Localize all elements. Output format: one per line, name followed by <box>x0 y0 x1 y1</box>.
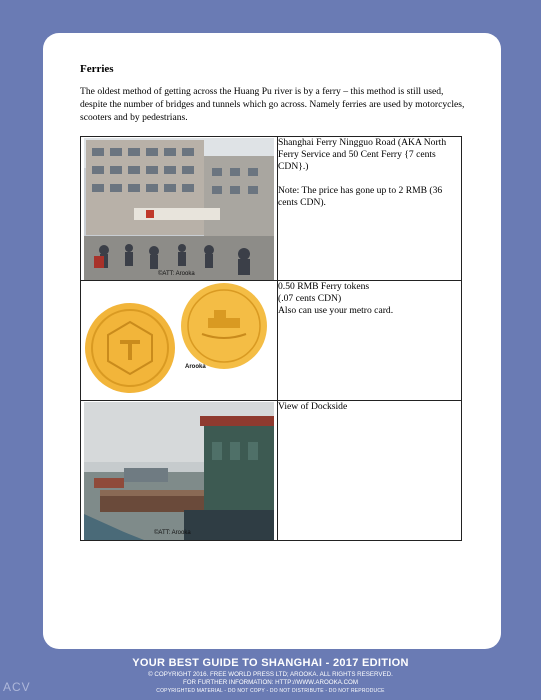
footer-copyright: © COPYRIGHT 2016. FREE WORLD PRESS LTD; AROOKA. ALL RIGHTS RESERVED. <box>148 671 393 678</box>
ferry-tokens-image <box>84 282 274 400</box>
photo-cell <box>81 281 278 401</box>
dockside-caption: View of Dockside <box>278 401 348 412</box>
token-price-cdn: (.07 cents CDN) <box>278 293 342 304</box>
description-cell <box>278 137 462 281</box>
dockside-image <box>84 402 274 540</box>
table-row <box>81 281 462 401</box>
section-heading: Ferries <box>80 63 114 75</box>
ferry-tokens-photo <box>84 282 274 400</box>
document-page <box>43 33 501 649</box>
ferry-table <box>80 136 462 541</box>
token-price: 0.50 RMB Ferry tokens <box>278 281 370 292</box>
photo-cell <box>81 137 278 281</box>
ferry-terminal-photo <box>84 138 274 280</box>
ferry-description: Shanghai Ferry Ningguo Road (AKA North Ferry Service and 50 Cent Ferry {7 cents CDN}.) <box>278 137 447 172</box>
table-row <box>81 401 462 541</box>
ferry-terminal-image <box>84 138 274 280</box>
description-cell <box>278 401 462 541</box>
footer-notice: COPYRIGHTED MATERIAL - DO NOT COPY - DO NOT DISTRIBUTE - DO NOT REPRODUCE <box>156 688 385 694</box>
price-note: Note: The price has gone up to 2 RMB (36 cents CDN). <box>278 185 443 208</box>
photo-cell <box>81 401 278 541</box>
photo-credit: ©ATT: Arooka <box>154 530 191 536</box>
photo-credit: Arooka <box>185 364 206 370</box>
metro-card-note: Also can use your metro card. <box>278 305 394 316</box>
footer-title: YOUR BEST GUIDE TO SHANGHAI - 2017 EDITION <box>132 657 409 669</box>
watermark: ACV <box>3 680 31 694</box>
photo-credit: ©ATT: Arooka <box>158 271 195 277</box>
dockside-photo <box>84 402 274 540</box>
intro-paragraph: The oldest method of getting across the Huang Pu river is by a ferry – this method is still used, despite the number of bridges and tunnels which go across. Namely ferries are used by motorcycles, scooters and by pedestrians. <box>80 86 465 123</box>
footer-info: FOR FURTHER INFORMATION: HTTP://WWW.AROOKA.COM <box>182 679 359 686</box>
description-cell <box>278 281 462 401</box>
table-row <box>81 137 462 281</box>
